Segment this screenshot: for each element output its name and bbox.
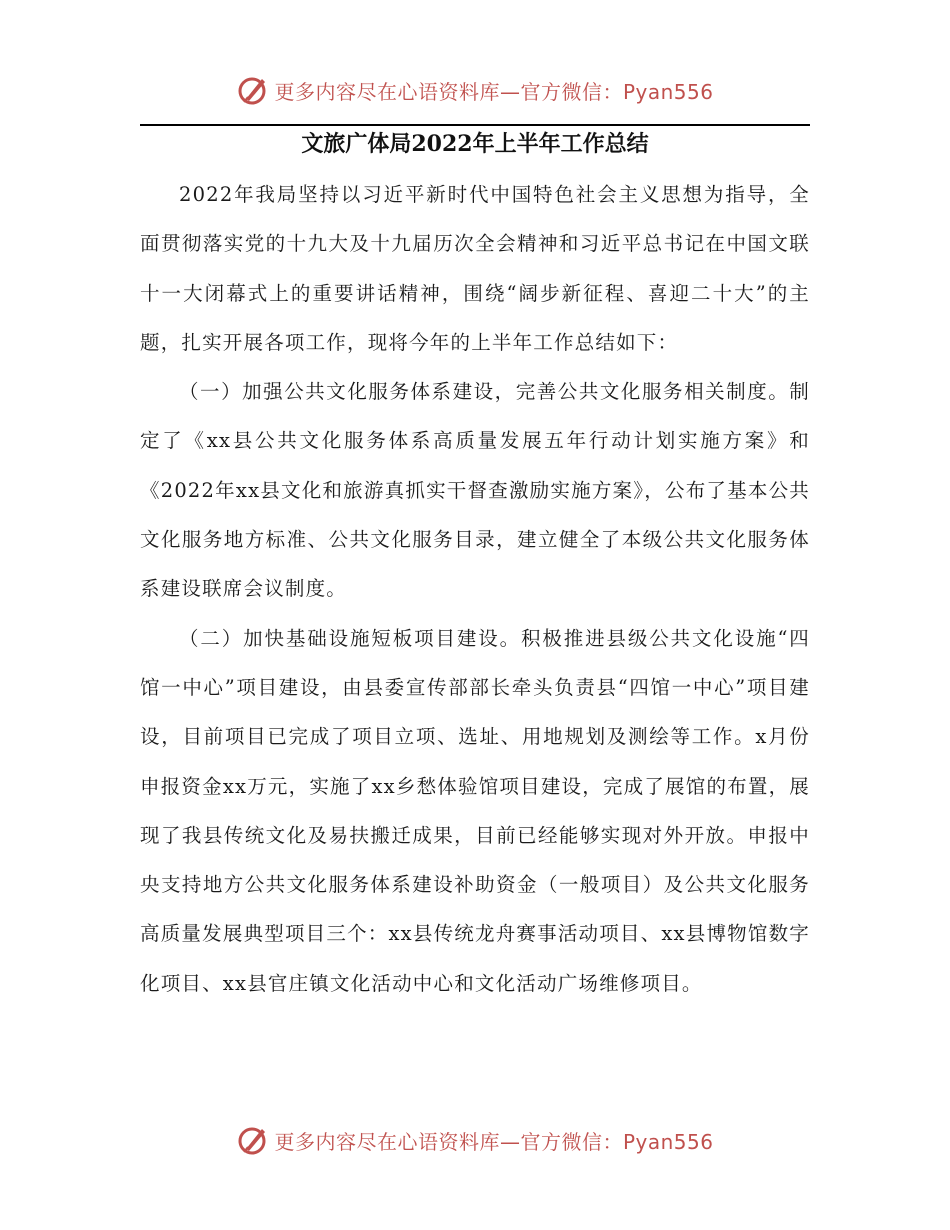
header-watermark (0, 70, 950, 110)
header-divider (140, 124, 810, 126)
watermark-text: 更多内容尽在心语资料库—官方微信：Pyan556 (274, 1129, 714, 1154)
footer-watermark (0, 1120, 950, 1160)
document-title: 文旅广体局2022年上半年工作总结 (301, 131, 649, 157)
document-body (140, 170, 810, 1008)
quill-circle-logo-icon (236, 1123, 270, 1157)
quill-circle-logo-icon (236, 73, 270, 107)
paragraph-section-1: （一）加强公共文化服务体系建设，完善公共文化服务相关制度。制定了《xx县公共文化服务体系高质量发展五年行动计划实施方案》和《2022年xx县文化和旅游真抓实干督查激励实施方案》，公布了基本公共文化服务地方标准、公共文化服务目录，建立健全了本级公共文化服务体系建设联席会议制度。 (140, 380, 810, 601)
paragraph-intro: 2022年我局坚持以习近平新时代中国特色社会主义思想为指导，全面贯彻落实党的十九大及十九届历次全会精神和习近平总书记在中国文联十一大闭幕式上的重要讲话精神，围绕“阔步新征程、喜迎二十大”的主题，扎实开展各项工作，现将今年的上半年工作总结如下： (140, 183, 810, 354)
paragraph-section-2: （二）加快基础设施短板项目建设。积极推进县级公共文化设施“四馆一中心”项目建设，由县委宣传部部长牵头负责县“四馆一中心”项目建设，目前项目已完成了项目立项、选址、用地规划及测绘等工作。x月份申报资金xx万元，实施了xx乡愁体验馆项目建设，完成了展馆的布置，展现了我县传统文化及易扶搬迁成果，目前已经能够实现对外开放。申报中央支持地方公共文化服务体系建设补助资金（一般项目）及公共文化服务高质量发展典型项目三个：xx县传统龙舟赛事活动项目、xx县博物馆数字化项目、xx县官庄镇文化活动中心和文化活动广场维修项目。 (140, 626, 810, 995)
watermark-text: 更多内容尽在心语资料库—官方微信：Pyan556 (274, 79, 714, 104)
